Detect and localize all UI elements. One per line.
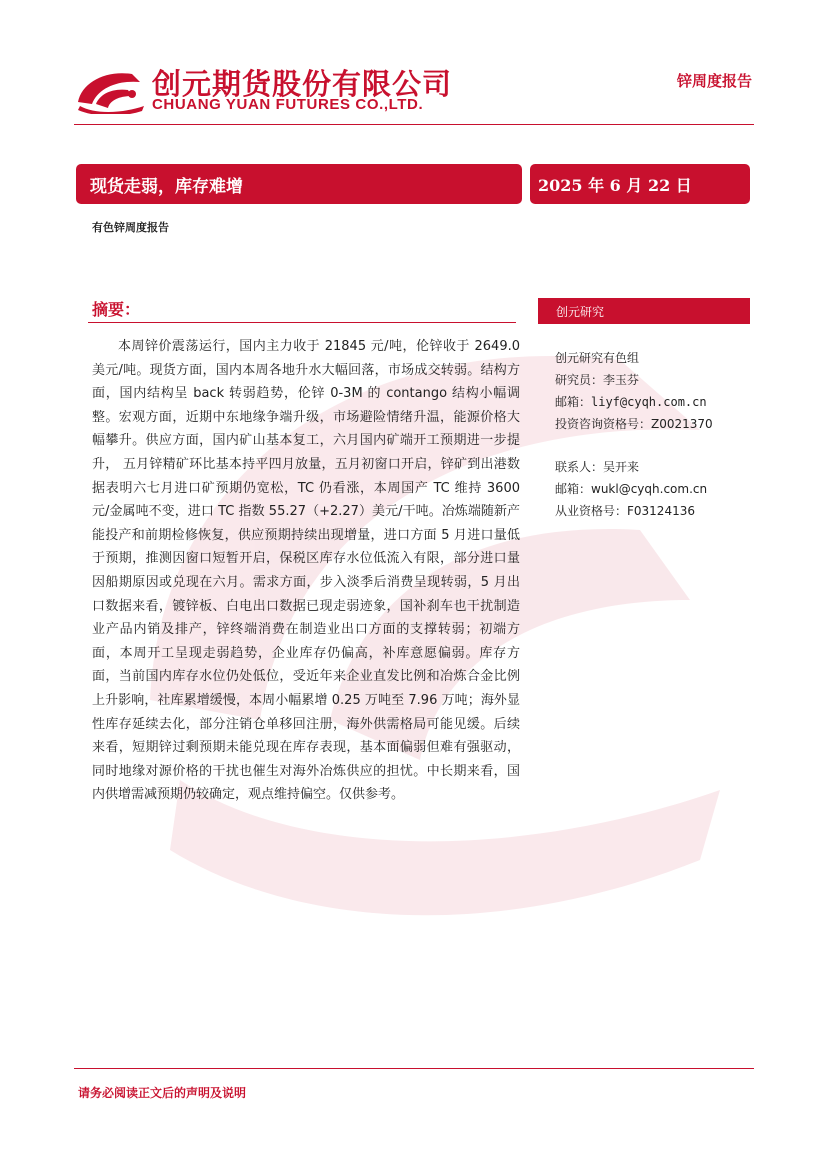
researcher-name: 研究员：李玉芬	[555, 373, 640, 387]
footer-divider	[74, 1068, 754, 1069]
research-team: 创元研究有色组	[555, 351, 640, 365]
abstract-body: 本周锌价震荡运行，国内主力收于 21845 元/吨，伦锌收于 2649.0 美元/吨。现货方面，国内本周各地升水大幅回落，市场成交转弱。结构方面，国内结构呈 back 转弱趋势，伦锌 0-3M 的 contango 结构小幅调整。宏观方面，近期中东地缘争端升级，市场避险情绪升温，能源价格大幅攀升。供应方面，国内矿山基本复工，六月国内矿端开工预期进一步提升， 五月锌精矿环比基本持平四月放量，五月初窗口开启，锌矿到出港数据表明六七月进口矿预期仍宽松，TC 仍看涨，本周国产 TC 维持 3600 元/金属吨不变，进口 TC 指数 55.27（+2.27）美元/干吨。冶炼端随新产能投产和前期检修恢复，供应预期持续出现增量，进口方面 5 月进口量低于预期，推测因窗口短暂开启，保税区库存水位低流入有限，部分进口量因船期原因或兑现在六月。需求方面，步入淡季后消费呈现转弱，5 月出口数据来看，镀锌板、白电出口数据已现走弱迹象，国补刹车也干扰制造业产品内销及排产，锌终端消费在制造业出口方面的支撑转弱；初端方面，本周开工呈现走弱趋势，企业库存仍偏高，补库意愿偏弱。库存方面，当前国内库存水位仍处低位，受近年来企业直发比例和冶炼合金比例上升影响，社库累增缓慢，本周小幅累增 0.25 万吨至 7.96 万吨；海外显性库存延续去化，部分注销仓单移回注册，海外供需格局可能见缓。后续来看，短期锌过剩预期未能兑现在库存表现，基本面偏弱但难有强驱动，同时地缘对源价格的干扰也催生对海外冶炼供应的担忧。中长期来看，国内供增需减预期仍较确定，观点维持偏空。仅供参考。	[92, 339, 520, 803]
contact-info	[555, 456, 755, 522]
abstract-heading: 摘要：	[92, 300, 141, 319]
contact-license: 从业资格号：F03124136	[555, 504, 695, 518]
chuangyuan-logo-icon	[74, 64, 148, 114]
report-date-bar	[530, 164, 750, 204]
report-date: 2025 年 6 月 22 日	[538, 175, 692, 195]
researcher-info	[555, 347, 755, 435]
report-subtitle: 有色锌周度报告	[92, 221, 169, 234]
researcher-email[interactable]: 邮箱：liyf@cyqh.com.cn	[555, 395, 707, 409]
report-title-bar	[76, 164, 522, 204]
contact-email[interactable]: 邮箱：wukl@cyqh.com.cn	[555, 482, 708, 496]
footer-disclaimer: 请务必阅读正文后的声明及说明	[78, 1086, 247, 1100]
sidebar-header-label: 创元研究	[556, 304, 605, 319]
company-name-cn: 创元期货股份有限公司	[152, 67, 453, 101]
company-name-en: CHUANG YUAN FUTURES CO.,LTD.	[152, 96, 424, 113]
header-divider	[74, 124, 754, 125]
sidebar-header	[538, 298, 750, 324]
researcher-license: 投资咨询资格号：Z0021370	[555, 417, 713, 431]
report-title: 现货走弱，库存难增	[90, 176, 243, 197]
contact-name: 联系人：吴开来	[555, 460, 640, 474]
abstract-divider	[88, 322, 516, 323]
report-type-label: 锌周度报告	[676, 72, 752, 90]
